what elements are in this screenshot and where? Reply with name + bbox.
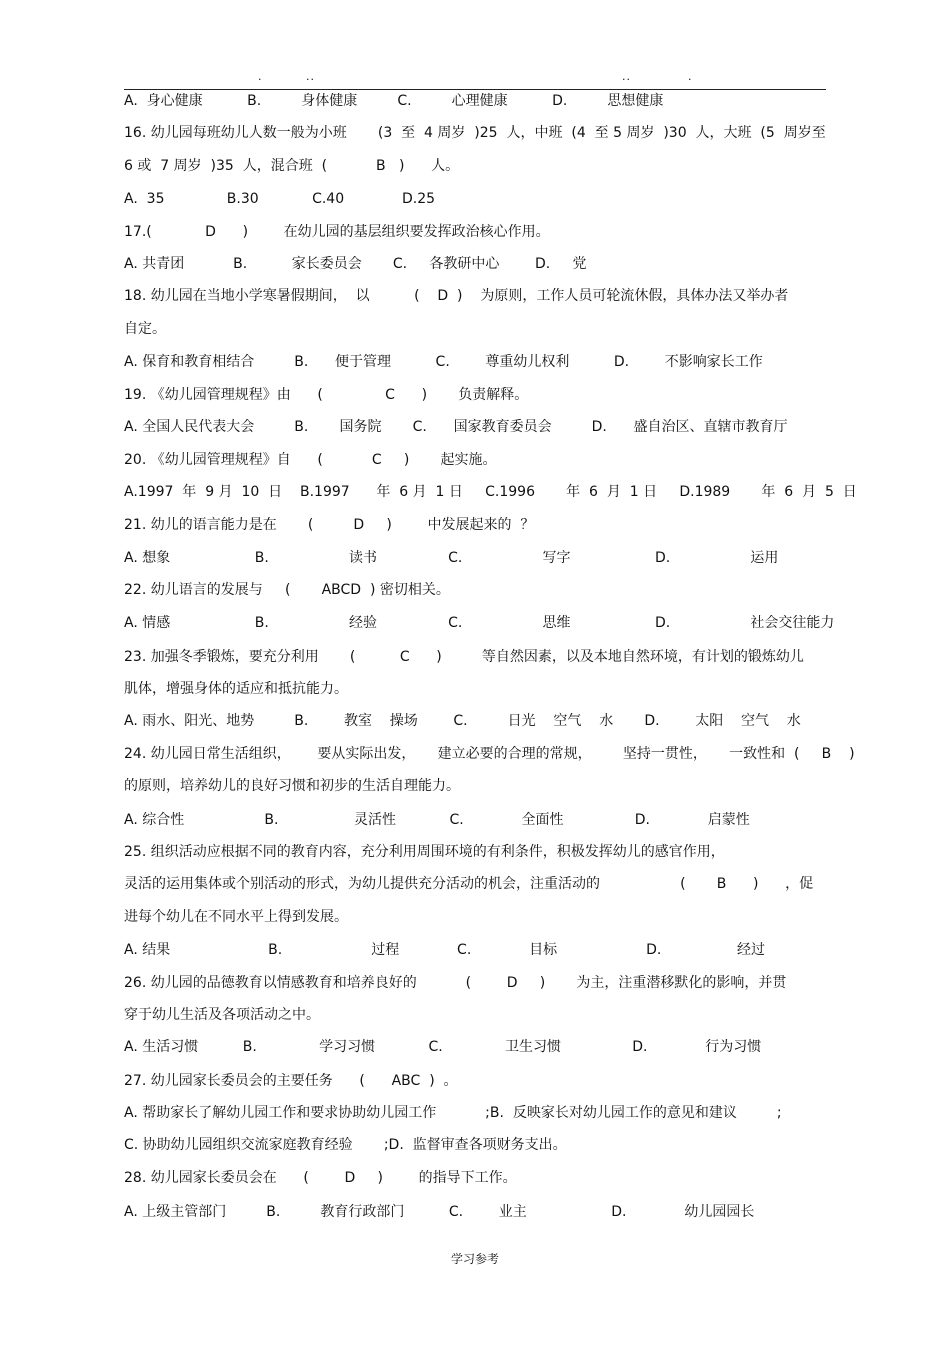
line-options-17: A. 共青团 B. 家长委员会 C. 各教研中心 D. 党: [124, 256, 587, 272]
line-q20: 20. 《幼儿园管理规程》自 ( C ) 起实施。: [124, 452, 497, 468]
line-q23-cont: 肌体，增强身体的适应和抵抗能力。: [124, 681, 348, 697]
header-rule: [124, 89, 826, 90]
line-options-22: A. 情感 B. 经验 C. 思维 D. 社会交往能力: [124, 615, 835, 631]
line-options-18: A. 保育和教育相结合 B. 便于管理 C. 尊重幼儿权利 D. 不影响家长工作: [124, 354, 763, 370]
line-options-23: A. 雨水、阳光、地势 B. 教室 操场 C. 日光 空气 水 D. 太阳 空气 水: [124, 713, 801, 729]
header-dot: .: [258, 70, 263, 83]
line-q27: 27. 幼儿园家长委员会的主要任务 ( ABC ) 。: [124, 1073, 458, 1089]
line-options-19: A. 全国人民代表大会 B. 国务院 C. 国家教育委员会 D. 盛自治区、直辖市教育厅: [124, 419, 788, 435]
line-options-21: A. 想象 B. 读书 C. 写字 D. 运用: [124, 550, 779, 566]
line-options-20: A.1997 年 9 月 10 日 B.1997 年 6 月 1 日 C.1996 年 6 月 1 日 D.1989 年 6 月 5 日: [124, 484, 857, 500]
line-q25-cont-2: 进每个幼儿在不同水平上得到发展。: [124, 909, 348, 925]
page-footer: 学习参考: [450, 1252, 499, 1266]
line-options-16: A. 35 B.30 C.40 D.25: [124, 191, 436, 207]
line-q26: 26. 幼儿园的品德教育以情感教育和培养良好的 ( D ) 为主，注重潜移默化的影响，并贯: [124, 975, 787, 991]
line-q21: 21. 幼儿的语言能力是在 ( D ) 中发展起来的 ？: [124, 517, 535, 533]
line-q24: 24. 幼儿园日常生活组织， 要从实际出发， 建立必要的合理的常规， 坚持一贯性， 一致性和 ( B ): [124, 746, 855, 762]
line-q23: 23. 加强冬季锻炼，要充分利用 ( C ) 等自然因素，以及本地自然环境，有计划的锻炼幼儿: [124, 649, 804, 665]
line-q16-cont: 6 或 7 周岁 )35 人，混合班 ( B ) 人。: [124, 158, 460, 174]
line-options-24: A. 综合性 B. 灵活性 C. 全面性 D. 启蒙性: [124, 812, 750, 828]
line-q25-cont-1: 灵活的运用集体或个别活动的形式，为幼儿提供充分活动的机会，注重活动的 ( B ) ，促: [124, 876, 814, 892]
line-q19: 19. 《幼儿园管理规程》由 ( C ) 负责解释。: [124, 387, 529, 403]
line-options-15: A. 身心健康 B. 身体健康 C. 心理健康 D. 思想健康: [124, 93, 664, 109]
line-q26-cont: 穿于幼儿生活及各项活动之中。: [124, 1007, 320, 1023]
line-q18: 18. 幼儿园在当地小学寒暑假期间， 以 ( D ) 为原则，工作人员可轮流休假，具体办法又举办者: [124, 288, 789, 304]
line-q18-cont: 自定。: [124, 321, 166, 337]
line-options-27-b: C. 协助幼儿园组织交流家庭教育经验 ;D. 监督审查各项财务支出。: [124, 1137, 567, 1153]
line-options-28: A. 上级主管部门 B. 教育行政部门 C. 业主 D. 幼儿园园长: [124, 1204, 755, 1220]
line-options-27-a: A. 帮助家长了解幼儿园工作和要求协助幼儿园工作 ;B. 反映家长对幼儿园工作的意见和建议 ;: [124, 1105, 782, 1121]
line-q24-cont: 的原则，培养幼儿的良好习惯和初步的生活自理能力。: [124, 778, 460, 794]
header-dot: .: [688, 70, 693, 83]
line-q17: 17.( D ) 在幼儿园的基层组织要发挥政治核心作用。: [124, 224, 550, 240]
header-dot: ..: [306, 70, 315, 83]
header-dot: ..: [622, 70, 631, 83]
line-q22: 22. 幼儿语言的发展与 ( ABCD ) 密切相关。: [124, 582, 450, 598]
line-q25: 25. 组织活动应根据不同的教育内容，充分利用周围环境的有利条件，积极发挥幼儿的感官作用，: [124, 844, 725, 860]
line-options-26: A. 生活习惯 B. 学习习惯 C. 卫生习惯 D. 行为习惯: [124, 1039, 762, 1055]
line-q16: 16. 幼儿园每班幼儿人数一般为小班 (3 至 4 周岁 )25 人，中班 (4 至 5 周岁 )30 人，大班 (5 周岁至: [124, 125, 826, 141]
line-q28: 28. 幼儿园家长委员会在 ( D ) 的指导下工作。: [124, 1170, 517, 1186]
line-options-25: A. 结果 B. 过程 C. 目标 D. 经过: [124, 942, 766, 958]
